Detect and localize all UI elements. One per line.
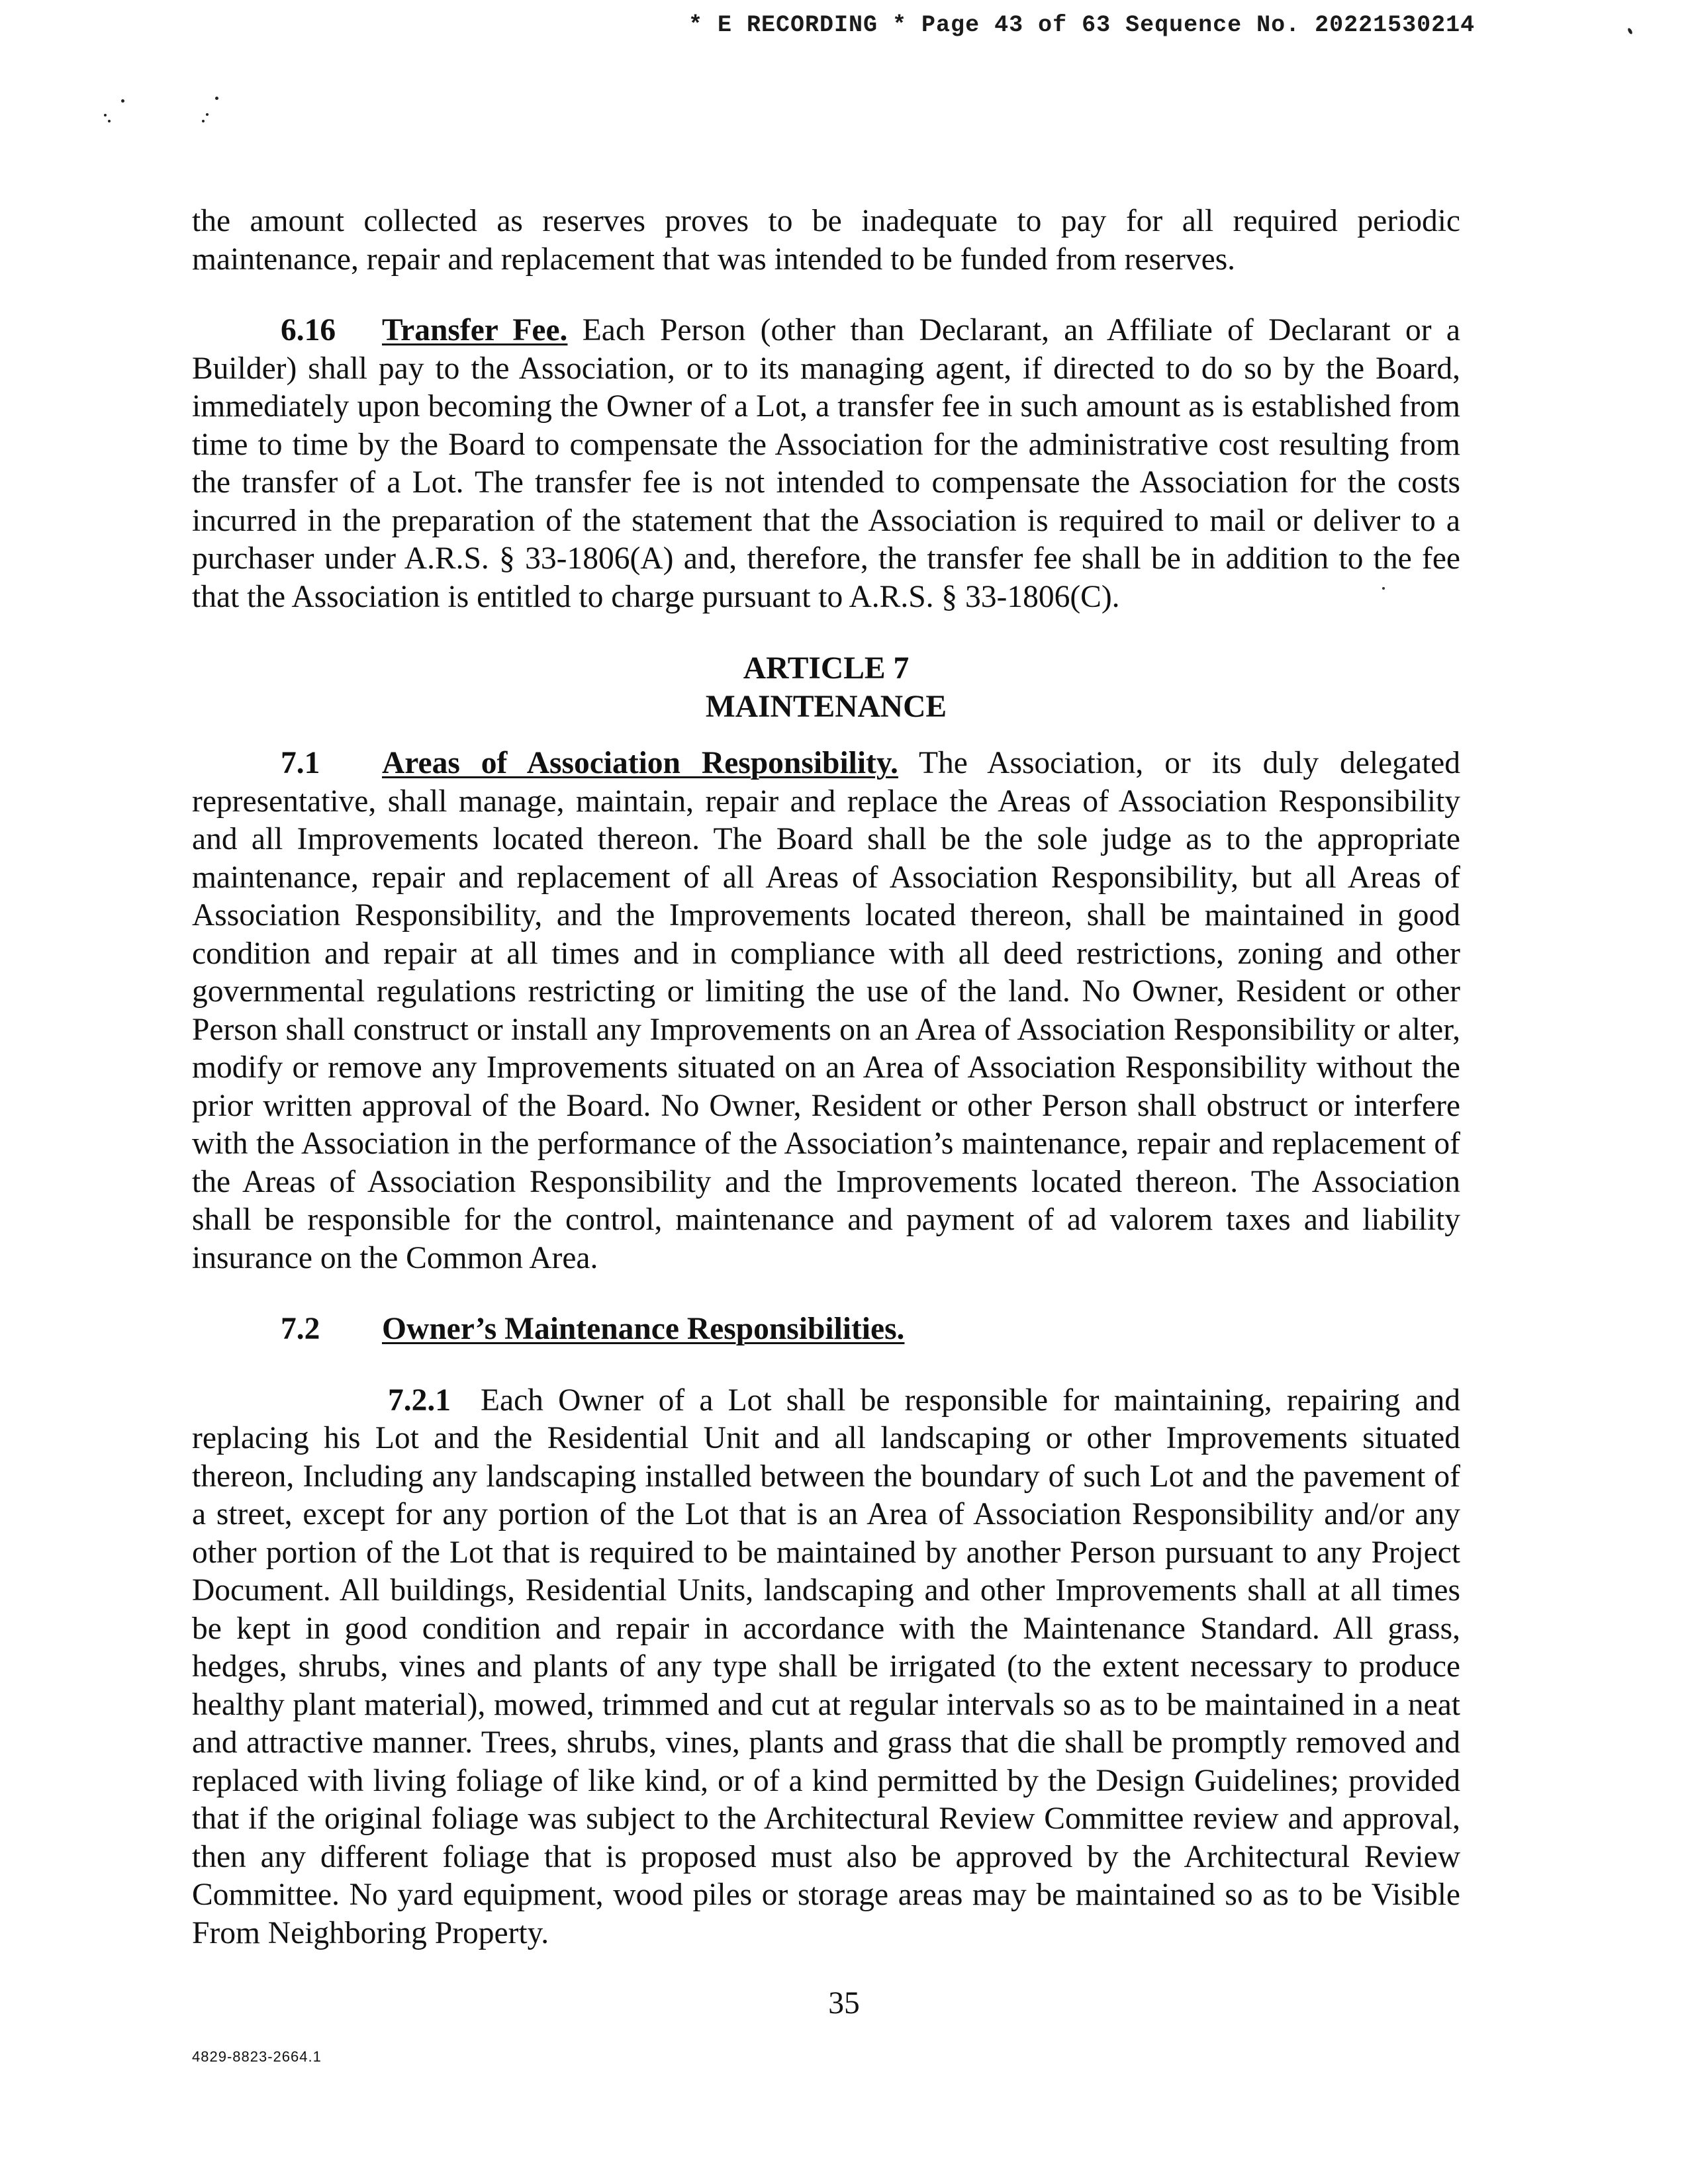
section-7-1 — [192, 745, 1460, 1277]
spacer — [192, 726, 1460, 745]
continuation-paragraph: the amount collected as reserves proves to be inadequate to pay for all required periodic maintenance, repair and replacement that was intended to be funded from reserves. — [192, 204, 1460, 277]
scan-speck — [202, 120, 205, 122]
page-number: 35 — [828, 1986, 860, 2021]
recording-header: * E RECORDING * Page 43 of 63 Sequence No. 20221530214 — [688, 12, 1476, 38]
section-title: Areas of Association Responsibility. — [382, 746, 898, 780]
section-title: Transfer Fee. — [382, 313, 568, 347]
spacer — [192, 279, 1460, 312]
section-text: The Association, or its duly delegated representative, shall manage, maintain, repair and replace the Areas of Association Responsibility and all Improvements located thereon. The Board shall be the sole judge as to the appropriate maintenance, repair and replacement of all Areas of Association Responsibility, but all Areas of Association Responsibility, and the Improvements located thereon, shall be maintained in good condition and repair at all times and in compliance with all deed restrictions, zoning and other governmental regulations restricting or limiting the use of the land. No Owner, Resident or other Person shall construct or install any Improvements on an Area of Association Responsibility or alter, modify or remove any Improvements situated on an Area of Association Responsibility without the prior written approval of the Board. No Owner, Resident or other Person shall obstruct or interfere with the Association in the performance of the Association’s maintenance, repair and replacement of the Areas of Association Responsibility and the Improvements located thereon. The Association shall be responsible for the control, maintenance and payment of ad valorem taxes and liability insurance on the Common Area. — [192, 746, 1460, 1275]
subsection-text: Each Owner of a Lot shall be responsible for maintaining, repairing and replacing his Lot and the Residential Unit and all landscaping or other Improvements situated thereon, Including any landscaping installed between the boundary of such Lot and the pavement of a street, except for any portion of the Lot that is an Area of Association Responsibility and/or any other portion of the Lot that is required to be maintained by another Person pursuant to any Project Document. All buildings, Residential Units, landscaping and other Improvements shall at all times be kept in good condition and repair in accordance with the Maintenance Standard. All grass, hedges, shrubs, vines and plants of any type shall be irrigated (to the extent necessary to produce healthy plant material), mowed, trimmed and cut at regular intervals so as to be maintained in a neat and attractive manner. Trees, shrubs, vines, plants and grass that die shall be promptly removed and replaced with living foliage of like kind, or of a kind permitted by the Design Guidelines; provided that if the original foliage was subject to the Architectural Review Committee review and approval, then any different foliage that is proposed must also be approved by the Architectural Review Committee. No yard equipment, wood piles or storage areas may be maintained so as to be Visible From Neighboring Property. — [192, 1383, 1460, 1950]
section-number: 7.1 — [281, 746, 320, 780]
spacer — [192, 616, 1460, 649]
section-title: Owner’s Maintenance Responsibilities. — [382, 1312, 905, 1346]
scan-speck — [104, 114, 107, 116]
article-title: MAINTENANCE — [705, 690, 947, 724]
scan-speck — [108, 120, 111, 122]
section-7-2 — [192, 1310, 1460, 1349]
spacer — [192, 1349, 1460, 1382]
section-7-2-1 — [192, 1382, 1460, 1953]
scan-speck — [121, 99, 124, 103]
scan-speck — [1382, 587, 1385, 590]
scan-speck — [1627, 27, 1633, 34]
section-6-16 — [192, 312, 1460, 616]
scan-speck — [206, 113, 209, 116]
scan-speck — [215, 97, 218, 100]
section-text: Each Person (other than Declarant, an Affiliate of Declarant or a Builder) shall pay to the Association, or to its managing agent, if directed to do so by the Board, immediately upon becoming the Owner of a Lot, a transfer fee in such amount as is established from time to time by the Board to compensate the Association for the administrative cost resulting from the transfer of a Lot. The transfer fee is not intended to compensate the Association for the costs incurred in the preparation of the statement that the Association is required to mail or deliver to a purchaser under A.R.S. § 33-1806(A) and, therefore, the transfer fee shall be in addition to the fee that the Association is entitled to charge pursuant to A.R.S. § 33-1806(C). — [192, 313, 1460, 614]
document-id: 4829-8823-2664.1 — [192, 2048, 322, 2065]
subsection-number: 7.2.1 — [388, 1383, 451, 1418]
article-number: ARTICLE 7 — [743, 651, 910, 686]
document-body — [192, 203, 1460, 1952]
section-number: 6.16 — [281, 313, 336, 347]
section-number: 7.2 — [281, 1312, 320, 1346]
spacer — [192, 1277, 1460, 1310]
